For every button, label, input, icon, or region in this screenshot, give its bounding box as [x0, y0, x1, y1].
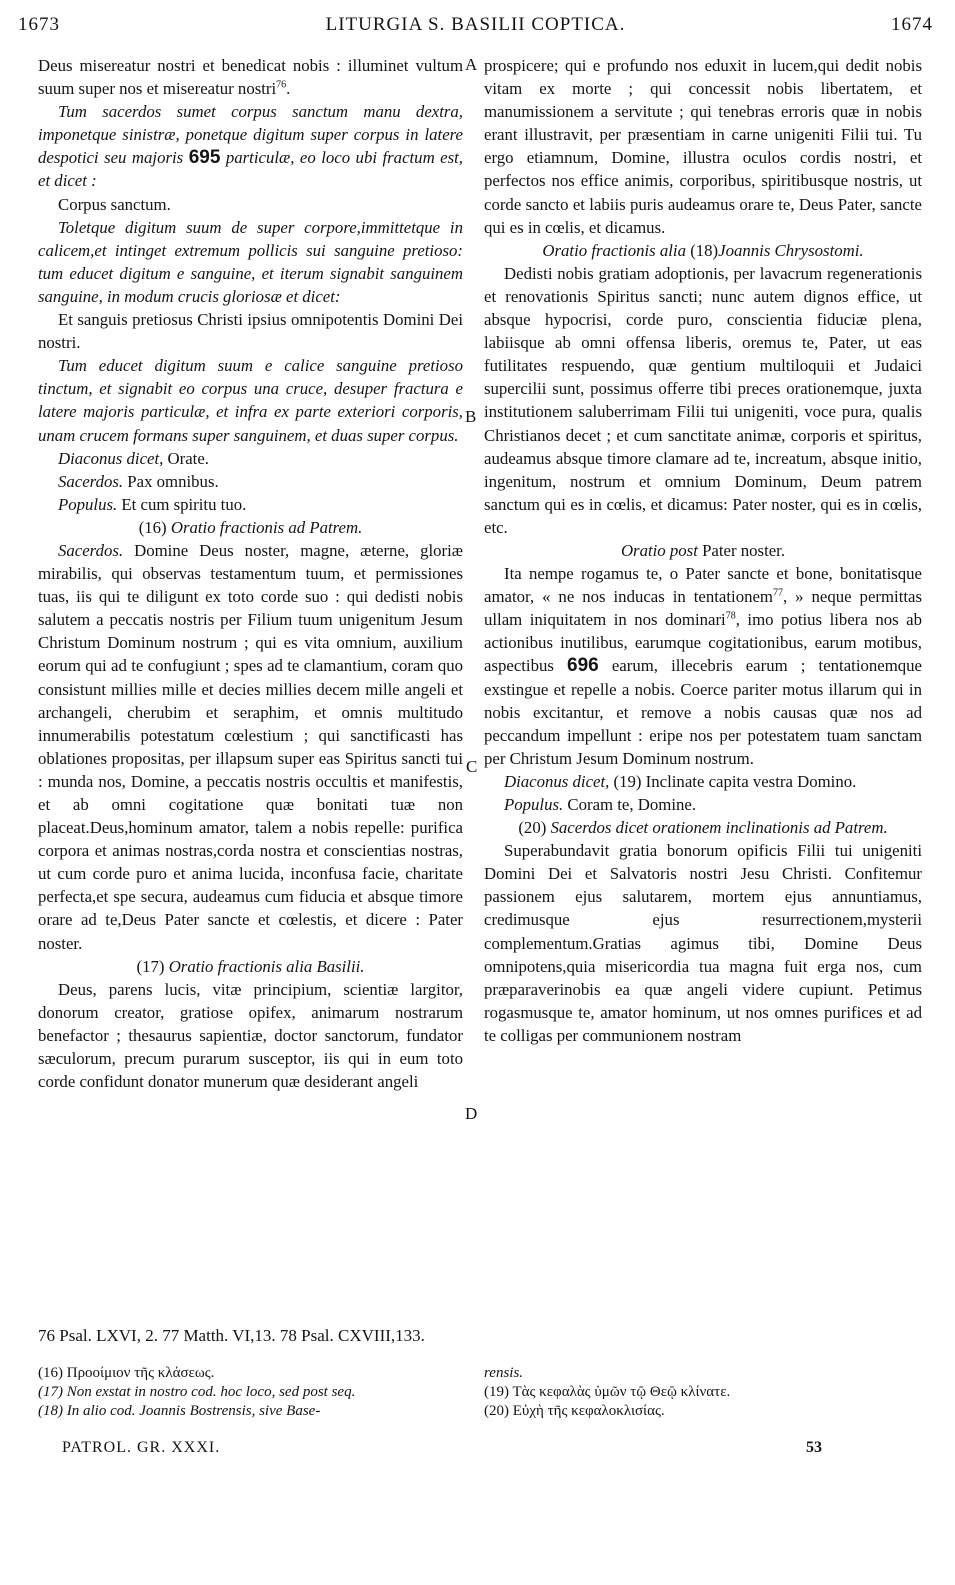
column-number-left: 1673	[18, 14, 60, 35]
paragraph: Deus, parens lucis, vitæ principium, scientiæ largitor, donorum creator, gratiose opifex, animarum nostrarum benefactor ; thesaurus sapientiæ, doctor sanctorum, fundator sæculorum, precum purarum susceptor, iis qui in eum toto corde confidunt donator munerum quæ desiderant angeli	[38, 979, 463, 1092]
speaker-line: Sacerdos. Pax omnibus.	[58, 471, 219, 491]
paragraph: Et sanguis pretiosus Christi ipsius omnipotentis Domini Dei nostri.	[38, 310, 463, 353]
running-header	[18, 14, 933, 40]
footnotes-right	[484, 1364, 922, 1421]
paragraph: Corpus sanctum.	[58, 194, 171, 214]
footnote-ref: 77	[773, 587, 783, 599]
paragraph: Dedisti nobis gratiam adoptionis, per lavacrum regenerationis et renovationis Spiritus sancti; nunc autem dignos effice, ut absque hypocrisi, corde puro, conscientia fiduciæ plena, labiisque ab omni offensa liberis, oremus te, Pater, ut eas futilitates respuendo, quæ gentium multiloquii et Judaici supercilii sunt, possimus offerre tibi preces orationemque, juxta institutionem saluberrimam Filii tui unigeniti, voce pura, qualis Christianos decet ; et cum sanctitate animæ, corporis et spiritus, audeamus absque timore clamare ad te, increatum, absque initio, ingenitum, nostrum et omnium Dominum, Deum patrem sanctum qui es in cœlis, et dicamus: Pater noster, qui es in cœlis, etc.	[484, 263, 922, 537]
footnote: (20) Εὐχὴ τῆς κεφαλοκλισίας.	[484, 1403, 665, 1419]
speaker-line: Populus. Et cum spiritu tuo.	[58, 494, 247, 514]
footnote: rensis.	[484, 1365, 524, 1381]
column-number-right: 1674	[891, 14, 933, 35]
section-heading: (20) Sacerdos dicet orationem inclinationis ad Patrem.	[518, 818, 888, 838]
footnotes-left	[38, 1364, 463, 1421]
margin-letter-d: D	[465, 1104, 478, 1123]
margin-letter-c: C	[466, 757, 478, 776]
section-heading: (16) Oratio fractionis ad Patrem.	[138, 517, 363, 537]
speaker-line: Diaconus dicet, (19) Inclinate capita vestra Domino.	[504, 771, 857, 791]
footnote: (19) Τὰς κεφαλὰς ὑμῶν τῷ Θεῷ κλίνατε.	[484, 1384, 731, 1400]
footnote: (18) In alio cod. Joannis Bostrensis, sive Base-	[38, 1403, 321, 1419]
footnote-ref: 76	[276, 79, 287, 91]
speaker-line: Diaconus dicet, Orate.	[58, 448, 209, 468]
footnote: (17) Non exstat in nostro cod. hoc loco, sed post seq.	[38, 1384, 356, 1400]
column-marker: 696	[567, 655, 599, 677]
left-column	[38, 54, 463, 1093]
column-marker: 695	[188, 147, 221, 169]
right-column	[484, 54, 922, 1047]
rubric: Toletque digitum suum de super corpore,immittetque in calicem,et intinget extremum pollicis sui sanguine pretioso: tum educet digitum e sanguine, et iterum signabit sanguinem sanguine, in modum crucis gloriosæ et dicet:	[38, 217, 463, 306]
paragraph: prospicere; qui e profundo nos eduxit in lucem,qui dedit nobis vitam ex morte ; qui concessit nobis libertatem, et manumissionem a servitute ; qui tenebras erroris quæ in nobis erant illustravit, per præsentiam in carne unigeniti Filii tui. Tu ergo etiamnum, Domine, illustra oculos cordis nostri, et perfectos nos effice animis, corporibus, spiritibusque nostris, ut corde sancto et labiis puris audeamus orare te, Deus Pater, sancte qui es in cœlis, et dicamus.	[484, 56, 922, 237]
footnote-ref: 78	[725, 610, 736, 622]
speaker-line: Populus. Coram te, Domine.	[504, 795, 697, 814]
footnote: (16) Προοίμιον τῆς κλάσεως.	[38, 1365, 215, 1381]
paragraph: Sacerdos. Domine Deus noster, magne, æterne, gloriæ mirabilis, qui observas testamentum tuum, et permissiones tuas, iis qui te diligunt ex toto corde suo : qui dedisti nobis salutem a peccatis nostris per Filium tuum unigenitum Jesum Christum Dominum nostrum ; qui es vita omnium, auxilium eorum qui ad te confugiunt ; spes ad te clamantium, coram quo consistunt millies mille et decies millies decem mille angeli et archangeli, cherubim et seraphim, et omnis multitudo innumerabilis potestatum cœlestium ; qui sanctificasti has oblationes propositas, per illapsum super eas Spiritus sancti tui : munda nos, Domine, a peccatis nostris occultis et manifestis, et ab omni cogitatione quæ bonitati tuæ non placeat.Deus,hominum amator, talem a nobis repelle: purifica corpora et animas nostras,corda nostra et conscientias nostras, ut cum corde puro et anima lucida, inconfusa facie, charitate perfecta,et spe secura, audeamus cum fiducia et absque timore orare ad te,Deus Pater sancte et cœlestis, et dicere : Pater noster.	[38, 540, 463, 953]
paragraph: Superabundavit gratia bonorum opificis Filii tui unigeniti Domini Dei et Salvatoris nostri Jesu Christi. Confitemur passionem ejus salutarem, mortem ejus annuntiamus, credimusque ejus resurrectionem,mysterii complementum.Gratias agimus tibi, Domine Deus omnipotens,quia misericordia tua magna fuit erga nos, cum præparaverinobis ea quæ angeli videre cupiunt. Petimus rogasmusque te, amator hominum, ut nos omnes purifices et ad te colligas per communionem nostram	[484, 841, 922, 1045]
patrologia-signature: PATROL. GR. XXXI.	[62, 1439, 221, 1456]
margin-letter-a: A	[465, 55, 478, 74]
running-title: LITURGIA S. BASILII COPTICA.	[325, 14, 626, 35]
paragraph: Deus misereatur nostri et benedicat nobis : illuminet vultum suum super nos et misereatur nostri$^{76}$.	[38, 56, 463, 99]
margin-letter-b: B	[465, 407, 477, 426]
rubric: Tum sacerdos sumet corpus sanctum manu dextra, imponetque sinistræ, ponetque digitum super corpus in latere despotici seu majoris 695 particulæ, eo loco ubi fractum est, et dicet :	[38, 102, 463, 191]
paragraph: Ita nempe rogamus te, o Pater sancte et bone, bonitatisque amator, « ne nos inducas in tentationem$^{77}$, » neque permittas ullam iniquitatem in nos dominari$^{78}$, imo potius libera nos ab actionibus inutilibus, earumque cogitationibus, earum motibus, aspectibus 696 earum, illecebris earum ; tentationemque exstingue et repelle a nobis. Coerce pariter motus illarum qui in nobis excitantur, et remove a nobis causas quæ nos ad peccandum impellunt : eripe nos per potestatem tuam sanctam per Christum Jesum Dominum nostrum.	[484, 564, 922, 768]
section-heading: (17) Oratio fractionis alia Basilii.	[136, 956, 365, 976]
rubric: Tum educet digitum suum e calice sanguine pretioso tinctum, et signabit eo corpus una cruce, desuper fractura e latere majoris particulæ, et infra ex parte exteriori corporis, unam crucem formans super sanguinem, et duas super corpus.	[38, 356, 463, 445]
section-heading: Oratio post Pater noster.	[620, 540, 786, 560]
scripture-references: 76 Psal. LXVI, 2. 77 Matth. VI,13. 78 Psal. CXVIII,133.	[38, 1326, 425, 1345]
page-number: 53	[806, 1439, 822, 1456]
section-heading: Oratio fractionis alia (18)Joannis Chrysostomi.	[542, 240, 864, 260]
